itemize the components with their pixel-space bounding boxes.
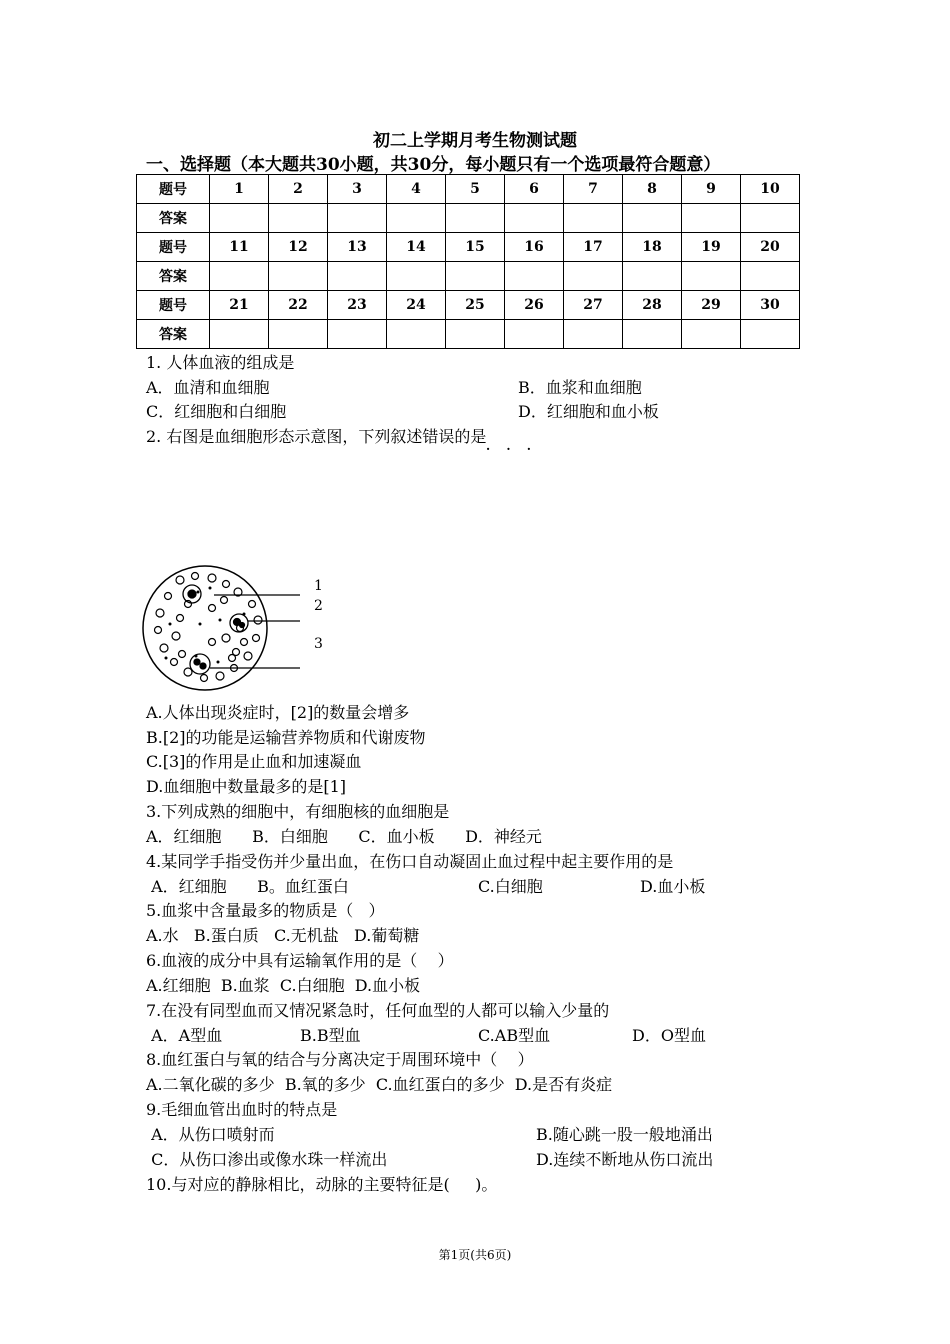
q9-option-a: A．从伤口喷射而 <box>146 1125 275 1144</box>
answer-table-row <box>137 262 800 291</box>
answer-table-cell <box>741 262 800 291</box>
row-header: 答案 <box>137 262 210 291</box>
q2-emphasis-dots: · · · <box>486 442 537 456</box>
q7-option-b: B.B型血 <box>300 1026 361 1045</box>
answer-table-cell: 26 <box>505 291 564 320</box>
row-header: 题号 <box>137 175 210 204</box>
q8-options: A.二氧化碳的多少 B.氧的多少 C.血红蛋白的多少 D.是否有炎症 <box>146 1075 613 1094</box>
answer-table-cell <box>269 320 328 349</box>
answer-table-cell: 30 <box>741 291 800 320</box>
answer-table-cell <box>210 320 269 349</box>
answer-table-cell: 9 <box>682 175 741 204</box>
q3-options: A．红细胞 B．白细胞 C．血小板 D．神经元 <box>146 827 542 846</box>
q4-stem: 4.某同学手指受伤并少量出血，在伤口自动凝固止血过程中起主要作用的是 <box>146 852 674 871</box>
q7-option-a: A．A型血 <box>146 1026 223 1045</box>
answer-table-cell: 6 <box>505 175 564 204</box>
answer-table-cell <box>387 262 446 291</box>
answer-table-cell <box>623 262 682 291</box>
answer-table-cell: 14 <box>387 233 446 262</box>
q7-option-c: C.AB型血 <box>478 1026 551 1045</box>
figure-label-2: 2 <box>314 598 323 614</box>
q5-stem: 5.血浆中含量最多的物质是（ ） <box>146 901 385 920</box>
answer-table-cell <box>328 204 387 233</box>
answer-table-cell <box>446 204 505 233</box>
answer-table-cell <box>741 320 800 349</box>
answer-table-cell <box>682 262 741 291</box>
answer-table-cell <box>682 204 741 233</box>
blood-cell-diagram <box>140 558 340 702</box>
answer-table-row <box>137 175 800 204</box>
q8-stem: 8.血红蛋白与氧的结合与分离决定于周围环境中（ ） <box>146 1050 534 1069</box>
q2-option-c: C.[3]的作用是止血和加速凝血 <box>146 752 362 771</box>
answer-table-cell: 7 <box>564 175 623 204</box>
q7-stem: 7.在没有同型血而又情况紧急时，任何血型的人都可以输入少量的 <box>146 1001 610 1020</box>
answer-table-cell: 25 <box>446 291 505 320</box>
q9-option-c: C．从伤口渗出或像水珠一样流出 <box>146 1150 388 1169</box>
answer-table-cell <box>269 262 328 291</box>
answer-table-cell: 19 <box>682 233 741 262</box>
q2-option-a: A.人体出现炎症时，[2]的数量会增多 <box>146 703 410 722</box>
answer-table-cell <box>328 320 387 349</box>
q7-option-d: D．O型血 <box>632 1026 706 1045</box>
q4-option-d: D.血小板 <box>640 877 706 896</box>
row-header: 题号 <box>137 291 210 320</box>
answer-table-row <box>137 291 800 320</box>
red-blood-cells <box>155 573 263 682</box>
q2-stem: 2. 右图是血细胞形态示意图，下列叙述错误的是 <box>146 427 487 446</box>
q10-stem: 10.与对应的静脉相比，动脉的主要特征是( )。 <box>146 1175 498 1194</box>
answer-table-row <box>137 204 800 233</box>
answer-table-cell: 17 <box>564 233 623 262</box>
answer-table-cell <box>505 320 564 349</box>
answer-table-cell: 28 <box>623 291 682 320</box>
page-footer: 第1页(共6页) <box>438 1248 512 1262</box>
answer-table-cell <box>328 262 387 291</box>
row-header: 答案 <box>137 320 210 349</box>
q2-option-d: D.血细胞中数量最多的是[1] <box>146 777 347 796</box>
q9-option-d: D.连续不断地从伤口流出 <box>536 1150 714 1169</box>
q4-option-c: C.白细胞 <box>478 877 543 896</box>
answer-table-cell <box>387 204 446 233</box>
q6-options: A.红细胞 B.血浆 C.白细胞 D.血小板 <box>146 976 421 995</box>
answer-table-cell <box>564 320 623 349</box>
answer-table-cell <box>741 204 800 233</box>
answer-table-cell: 21 <box>210 291 269 320</box>
answer-table-cell <box>269 204 328 233</box>
answer-table-cell <box>564 204 623 233</box>
q1-option-a: A．血清和血细胞 <box>146 378 270 397</box>
q1-option-b: B．血浆和血细胞 <box>518 378 642 397</box>
answer-table-cell: 10 <box>741 175 800 204</box>
answer-table-cell <box>446 262 505 291</box>
answer-table-cell: 5 <box>446 175 505 204</box>
answer-table-cell <box>210 204 269 233</box>
answer-table-cell: 18 <box>623 233 682 262</box>
q5-options: A.水 B.蛋白质 C.无机盐 D.葡萄糖 <box>146 926 420 945</box>
answer-table-cell: 16 <box>505 233 564 262</box>
row-header: 题号 <box>137 233 210 262</box>
answer-table-cell <box>682 320 741 349</box>
row-header: 答案 <box>137 204 210 233</box>
answer-table-cell <box>505 262 564 291</box>
answer-table-cell: 2 <box>269 175 328 204</box>
q6-stem: 6.血液的成分中具有运输氧作用的是（ ） <box>146 951 454 970</box>
page-title: 初二上学期月考生物测试题 <box>373 131 577 151</box>
answer-table-cell: 29 <box>682 291 741 320</box>
answer-table-cell: 3 <box>328 175 387 204</box>
answer-table-cell: 24 <box>387 291 446 320</box>
answer-table-cell: 4 <box>387 175 446 204</box>
answer-table-row <box>137 233 800 262</box>
answer-table-cell <box>446 320 505 349</box>
answer-table-cell: 23 <box>328 291 387 320</box>
q3-stem: 3.下列成熟的细胞中，有细胞核的血细胞是 <box>146 802 450 821</box>
answer-table-cell: 20 <box>741 233 800 262</box>
q1-option-c: C．红细胞和白细胞 <box>146 402 287 421</box>
answer-table-cell <box>623 204 682 233</box>
answer-table-cell: 11 <box>210 233 269 262</box>
answer-table-cell <box>623 320 682 349</box>
q1-stem: 1. 人体血液的组成是 <box>146 353 295 372</box>
answer-table-cell: 27 <box>564 291 623 320</box>
q9-stem: 9.毛细血管出血时的特点是 <box>146 1100 338 1119</box>
answer-table-cell: 15 <box>446 233 505 262</box>
answer-table-cell: 12 <box>269 233 328 262</box>
field-circle <box>143 566 267 690</box>
answer-table-cell: 13 <box>328 233 387 262</box>
q1-option-d: D．红细胞和血小板 <box>518 402 659 421</box>
answer-table-cell <box>505 204 564 233</box>
figure-label-3: 3 <box>314 636 323 652</box>
figure-label-1: 1 <box>314 578 323 594</box>
answer-table-cell <box>564 262 623 291</box>
q4-option-ab: A．红细胞 B。血红蛋白 <box>146 877 349 896</box>
answer-table-cell: 8 <box>623 175 682 204</box>
q9-option-b: B.随心跳一股一般地涌出 <box>536 1125 713 1144</box>
answer-table-cell: 22 <box>269 291 328 320</box>
answer-table-cell <box>210 262 269 291</box>
platelets <box>165 587 246 664</box>
q2-option-b: B.[2]的功能是运输营养物质和代谢废物 <box>146 728 426 747</box>
answer-table <box>136 174 800 349</box>
answer-table-cell <box>387 320 446 349</box>
white-blood-cells <box>183 585 248 674</box>
answer-table-cell: 1 <box>210 175 269 204</box>
section-heading: 一、选择题（本大题共30小题，共30分，每小题只有一个选项最符合题意） <box>146 155 721 175</box>
answer-table-row <box>137 320 800 349</box>
